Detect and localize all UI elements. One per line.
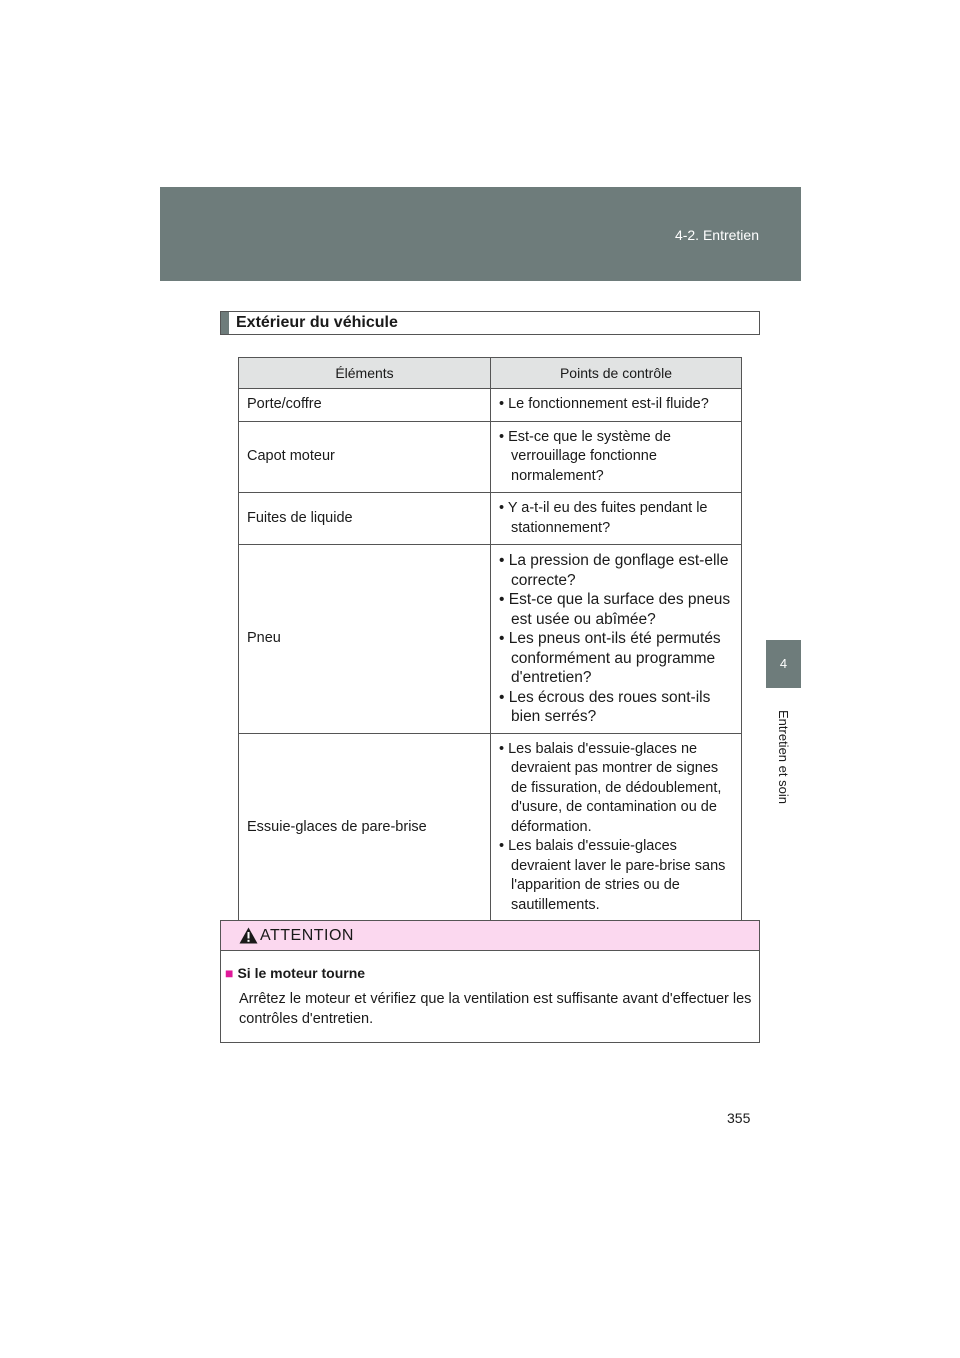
check-point: • Les balais d'essuie-glaces devraient laver le pare-brise sans l'apparition de stries ou de sautillements. — [499, 838, 726, 913]
attention-body: Arrêtez le moteur et vérifiez que la ventilation est suffisante avant d'effectuer les contrôles d'entretien. — [239, 991, 752, 1027]
inspection-table — [238, 357, 742, 922]
check-point: • Les balais d'essuie-glaces ne devraient pas montrer de signes de fissuration, de dédoublement, d'usure, de contamination ou de déformation. — [499, 740, 722, 835]
square-bullet-icon: ■ — [225, 965, 234, 981]
section-title — [220, 311, 760, 335]
check-point: • Y a-t-il eu des fuites pendant le stationnement? — [499, 500, 708, 536]
table-header-row — [239, 358, 742, 389]
table-row — [239, 421, 742, 493]
check-point: • Les écrous des roues sont-ils bien serrés? — [499, 688, 711, 725]
table-cell-element: Pneu — [239, 545, 491, 734]
table-cell-element: Porte/coffre — [239, 389, 491, 422]
chapter-label: Entretien et soin — [776, 710, 791, 804]
check-point: • Est-ce que le système de verrouillage fonctionne normalement? — [499, 428, 671, 484]
attention-title: ATTENTION — [260, 927, 354, 944]
table-cell-element: Fuites de liquide — [239, 493, 491, 545]
chapter-number-tab: 4 — [766, 640, 801, 688]
section-title-text: Extérieur du véhicule — [236, 314, 398, 331]
check-point: • Est-ce que la surface des pneus est usée ou abîmée? — [499, 591, 731, 628]
table-cell-points — [491, 421, 742, 493]
table-cell-points — [491, 545, 742, 734]
header-band — [160, 187, 801, 281]
attention-subtitle — [225, 965, 365, 981]
section-label: 4-2. Entretien — [674, 227, 759, 243]
check-point: • Le fonctionnement est-il fluide? — [499, 396, 709, 412]
chapter-label-wrap — [768, 710, 798, 870]
header-points: Points de contrôle — [491, 358, 742, 389]
table-cell-points — [491, 733, 742, 922]
header-elements: Éléments — [239, 358, 491, 389]
table-row — [239, 493, 742, 545]
table-cell-points — [491, 389, 742, 422]
page-number: 355 — [727, 1110, 751, 1126]
section-title-bar — [221, 312, 229, 334]
warning-icon — [239, 927, 258, 949]
table-row — [239, 389, 742, 422]
table-cell-points — [491, 493, 742, 545]
attention-header — [221, 921, 759, 951]
table-row — [239, 733, 742, 922]
attention-box — [220, 920, 760, 1043]
table-cell-element: Capot moteur — [239, 421, 491, 493]
table-cell-element: Essuie-glaces de pare-brise — [239, 733, 491, 922]
check-point: • La pression de gonflage est-elle correcte? — [499, 552, 729, 589]
table-row — [239, 545, 742, 734]
check-point: • Les pneus ont-ils été permutés conformément au programme d'entretien? — [499, 630, 721, 686]
attention-subtitle-text: Si le moteur tourne — [237, 965, 366, 981]
